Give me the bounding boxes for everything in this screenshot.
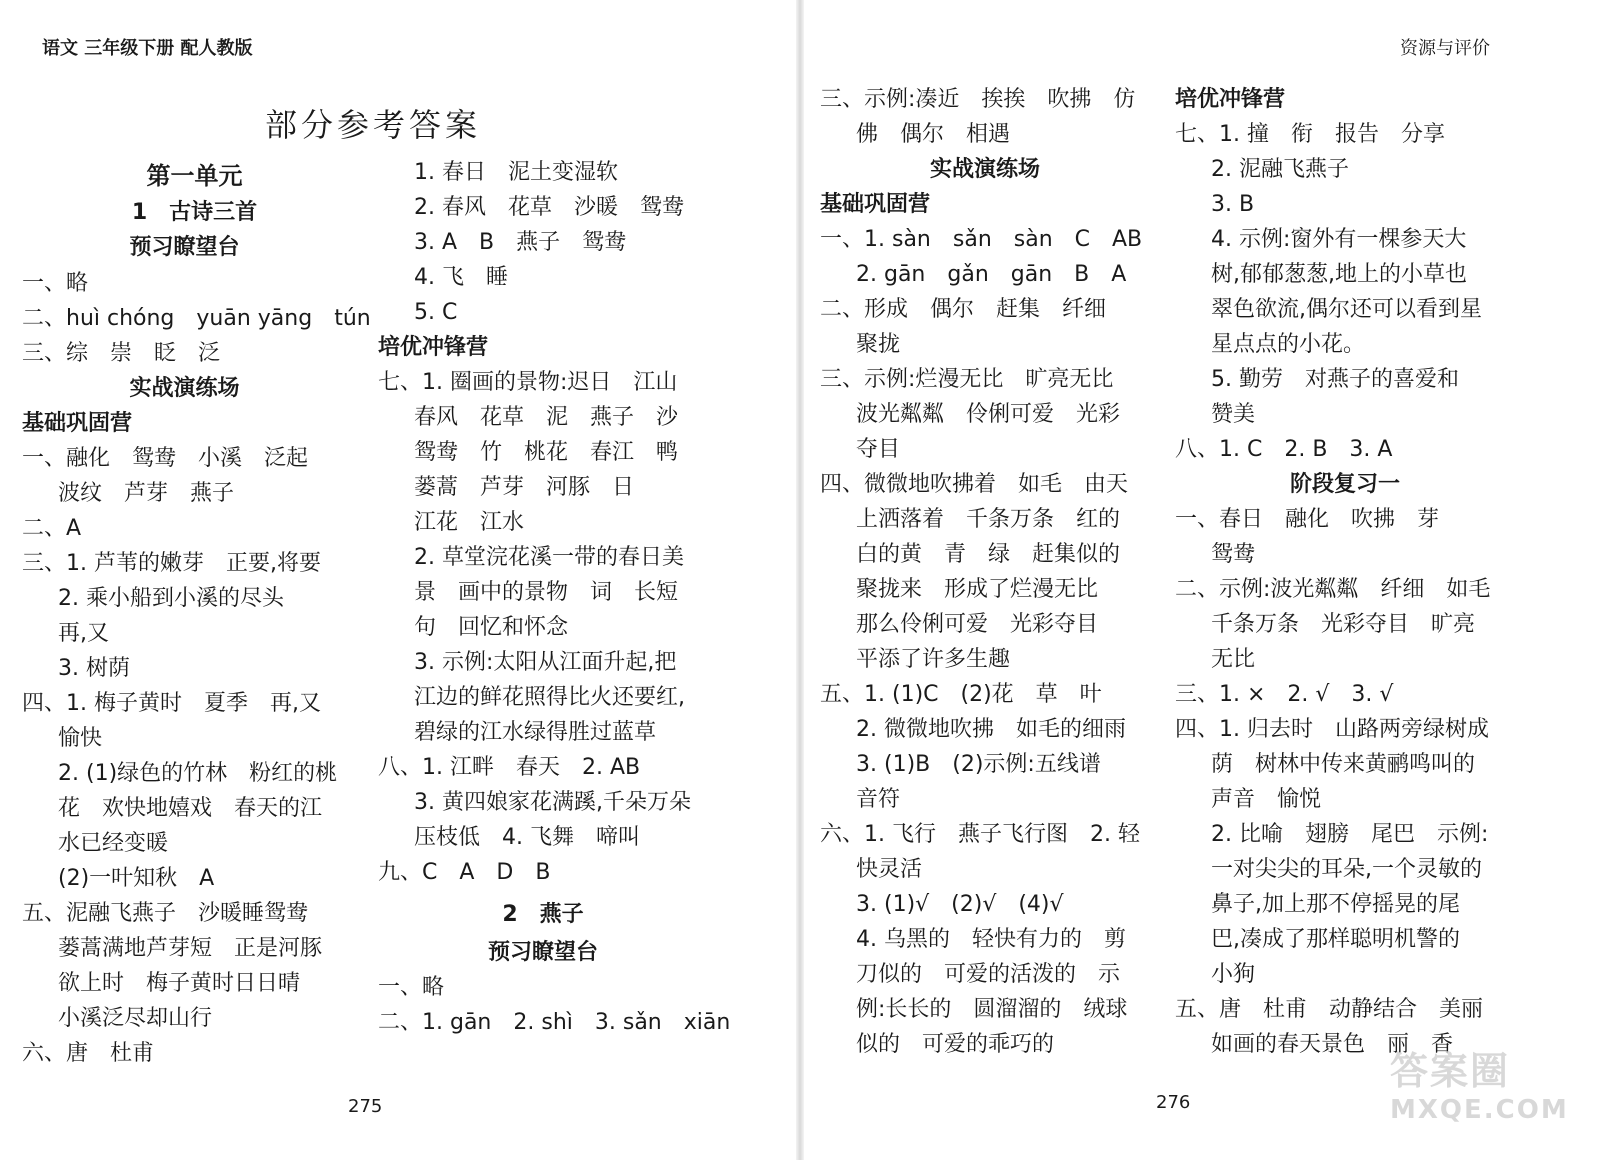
answer-line: 白的黄 青 绿 赶集似的 [856,542,1121,567]
answer-line: 无比 [1211,647,1256,672]
answer-line: 花 欢快地嬉戏 春天的江 [58,796,323,821]
answer-line: 再,又 [58,621,109,646]
answer-line: 4. 飞 睡 [414,265,508,290]
answer-line: 星点点的小花。 [1211,332,1366,357]
answer-line: 树,郁郁葱葱,地上的小草也 [1211,262,1467,287]
answer-line: 2. 草堂浣花溪一带的春日美 [414,545,684,570]
answer-line: 一对尖尖的耳朵,一个灵敏的 [1211,857,1482,882]
answer-line: 例:长长的 圆溜溜的 绒球 [856,997,1128,1022]
watermark-text: 答案圈 [1390,1049,1511,1093]
answer-line: 五、1. (1)C (2)花 草 叶 [820,682,1102,707]
subsection-heading: 培优冲锋营 [378,335,489,360]
subsection-heading: 培优冲锋营 [1175,87,1286,112]
answer-line: 3. 示例:太阳从江面升起,把 [414,650,677,675]
answer-line: 二、1. gān 2. shì 3. sǎn xiān [378,1010,731,1035]
answer-line: 4. 示例:窗外有一棵参天大 [1211,227,1467,252]
watermark-logo [1390,1040,1569,1125]
answer-line: 1. 春日 泥土变湿软 [414,160,618,185]
answer-line: 刀似的 可爱的活泼的 示 [856,962,1121,987]
answer-line: 二、形成 偶尔 赶集 纤细 [820,297,1107,322]
answer-line: 二、huì chóng yuān yāng tún [22,306,371,331]
answer-line: 四、1. 梅子黄时 夏季 再,又 [22,691,321,716]
section-heading: 预习瞭望台 [129,235,240,260]
answer-line: 鸳鸯 竹 桃花 春江 鸭 [414,440,679,465]
answer-line: 2. 乘小船到小溪的尽头 [58,586,284,611]
answer-line: 二、示例:波光粼粼 纤细 如毛 [1175,577,1491,602]
answer-line: (2)一叶知秋 A [58,866,215,891]
answer-line: 千条万条 光彩夺目 旷亮 [1211,612,1476,637]
answer-line: 水已经变暖 [58,831,169,856]
page-title: 部分参考答案 [265,106,482,144]
section-heading: 阶段复习一 [1289,472,1400,497]
answer-line: 巴,凑成了那样聪明机警的 [1211,927,1460,952]
answer-line: 3. (1)B (2)示例:五线谱 [856,752,1101,777]
answer-line: 小溪泛尽却山行 [58,1006,213,1031]
answer-line: 夺目 [856,437,901,462]
answer-line: 蒌蒿 芦芽 河豚 日 [414,475,635,500]
section-heading: 实战演练场 [129,376,240,401]
answer-line: 鼻子,加上那不停摇晃的尾 [1211,892,1460,917]
answer-line: 波纹 芦芽 燕子 [58,481,235,506]
answer-line: 八、1. C 2. B 3. A [1175,437,1393,462]
answer-line: 上洒落着 千条万条 红的 [856,507,1121,532]
answer-line: 2. 微微地吹拂 如毛的细雨 [856,717,1126,742]
answer-line: 六、唐 杜甫 [22,1041,155,1066]
running-header-right: 资源与评价 [1400,38,1490,59]
lesson-heading: 1 古诗三首 [131,200,258,225]
answer-line: 压枝低 4. 飞舞 啼叫 [414,825,640,850]
answer-line: 一、略 [22,271,89,296]
answer-line: 一、1. sàn sǎn sàn C AB [820,227,1143,252]
answer-line: 江边的鲜花照得比火还要红, [414,685,685,710]
answer-line: 江花 江水 [414,510,525,535]
subsection-heading: 基础巩固营 [22,411,133,436]
answer-line: 5. 勤劳 对燕子的喜爱和 [1211,367,1459,392]
answer-line: 2. gān gǎn gān B A [856,262,1127,287]
answer-line: 二、A [22,516,82,541]
answer-line: 2. (1)绿色的竹林 粉红的桃 [58,761,338,786]
answer-line: 赞美 [1211,402,1256,427]
answer-line: 七、1. 圈画的景物:迟日 江山 [378,370,678,395]
answer-line: 那么伶俐可爱 光彩夺目 [856,612,1099,637]
answer-line: 三、综 崇 眨 泛 [22,341,221,366]
answer-line: 五、泥融飞燕子 沙暖睡鸳鸯 [22,901,309,926]
answer-line: 佛 偶尔 相遇 [856,122,1011,147]
answer-line: 三、示例:烂漫无比 旷亮无比 [820,367,1114,392]
answer-line: 快灵活 [856,857,923,882]
answer-line: 声音 愉悦 [1211,787,1322,812]
section-heading: 预习瞭望台 [487,940,598,965]
answer-line: 一、略 [378,975,445,1000]
answer-line: 景 画中的景物 词 长短 [414,580,679,605]
section-heading: 实战演练场 [929,157,1040,182]
answer-line: 一、融化 鸳鸯 小溪 泛起 [22,446,309,471]
lesson-heading: 2 燕子 [502,902,584,927]
answer-line: 聚拢来 形成了烂漫无比 [856,577,1099,602]
answer-line: 三、1. 芦苇的嫩芽 正要,将要 [22,551,321,576]
answer-line: 五、唐 杜甫 动静结合 美丽 [1175,997,1484,1022]
running-header-left: 语文 三年级下册 配人教版 [42,38,253,59]
answer-line: 3. A B 燕子 鸳鸯 [414,230,627,255]
unit-heading: 第一单元 [146,162,243,190]
answer-line: 2. 泥融飞燕子 [1211,157,1349,182]
answer-line: 翠色欲流,偶尔还可以看到星 [1211,297,1482,322]
answer-line: 九、C A D B [378,860,551,885]
answer-line: 2. 春风 花草 沙暖 鸳鸯 [414,195,684,220]
answer-line: 六、1. 飞行 燕子飞行图 2. 轻 [820,822,1140,847]
answer-line: 3. 树荫 [58,656,130,681]
answer-line: 荫 树林中传来黄鹂鸣叫的 [1211,752,1476,777]
answer-line: 2. 比喻 翅膀 尾巴 示例: [1211,822,1489,847]
answer-line: 如画的春天景色 丽 香 [1211,1032,1454,1057]
answer-line: 春风 花草 泥 燕子 沙 [414,405,679,430]
answer-line: 聚拢 [856,332,901,357]
subsection-heading: 基础巩固营 [820,192,931,217]
answer-line: 波光粼粼 伶俐可爱 光彩 [856,402,1121,427]
answer-line: 小狗 [1211,962,1256,987]
answer-line: 碧绿的江水绿得胜过蓝草 [414,720,657,745]
answer-line: 5. C [414,300,458,325]
answer-line: 3. 黄四娘家花满蹊,千朵万朵 [414,790,691,815]
answer-line: 平添了许多生趣 [856,647,1011,672]
answer-line: 欲上时 梅子黄时日日晴 [58,971,301,996]
answer-line: 蒌蒿满地芦芽短 正是河豚 [58,936,323,961]
watermark-url: MXQE.COM [1390,1095,1569,1125]
answer-line: 鸳鸯 [1211,542,1256,567]
page-number-right: 276 [1156,1092,1191,1113]
answer-line: 七、1. 撞 衔 报告 分享 [1175,122,1445,147]
answer-line: 3. B [1211,192,1255,217]
answer-line: 愉快 [58,726,103,751]
answer-line: 三、1. × 2. √ 3. √ [1175,682,1394,707]
answer-line: 3. (1)√ (2)√ (4)√ [856,892,1064,917]
right-page [800,0,1600,1160]
answer-line: 四、1. 归去时 山路两旁绿树成 [1175,717,1489,742]
answer-line: 三、示例:凑近 挨挨 吹拂 仿 [820,87,1136,112]
answer-line: 一、春日 融化 吹拂 芽 [1175,507,1440,532]
page-number-left: 275 [348,1096,383,1117]
answer-line: 句 回忆和怀念 [414,615,569,640]
answer-line: 似的 可爱的乖巧的 [856,1032,1055,1057]
answer-line: 4. 乌黑的 轻快有力的 剪 [856,927,1126,952]
answer-line: 四、微微地吹拂着 如毛 由天 [820,472,1129,497]
answer-line: 音符 [856,787,901,812]
answer-line: 八、1. 江畔 春天 2. AB [378,755,641,780]
